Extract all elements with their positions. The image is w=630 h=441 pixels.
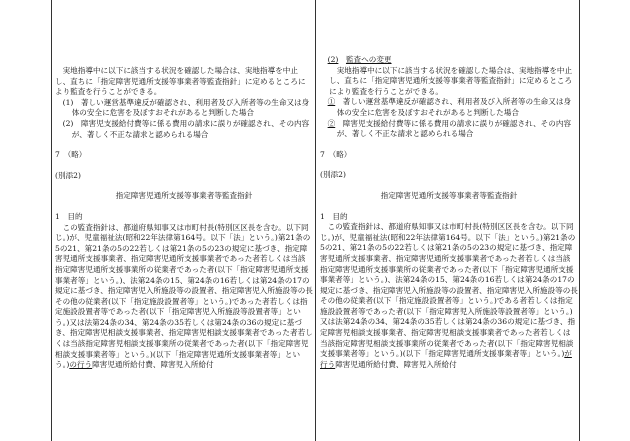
left-gap-2: [55, 161, 313, 171]
right-item-1-number: ①: [327, 97, 336, 107]
right-attachment-label: (別添2): [320, 170, 346, 180]
left-top-paragraph: 実地指導中に以下に該当する状況を確認した場合は、実地指導を中止し、直ちに「指定障害児通所支援等事業者等監査指針」に定めるところにより監査を行うことができる。: [55, 66, 306, 97]
left-section-7: 7 （略）: [55, 150, 87, 160]
right-column: [320, 0, 578, 370]
right-item-2-text: 障害児支援給付費等に係る費用の請求に誤りが確認され、その内容が、著しく不正な請求と認められる場合: [336, 118, 572, 139]
right-item-2-number: ②: [327, 118, 336, 128]
right-top-spacer: [320, 0, 578, 55]
left-purpose-text: この監査指針は、都道府県知事又は市町村長(特別区区長を含む。以下同じ。)が、児童福祉法(昭和22年法律第164号。以下「法」という。)第21条の5の21、第21条の5の22若しくは第21条の5の23の規定に基づき、指定障害児通所支援事業者、指定障害児通所支援事業者であった者若しくは当該指定障害児通所支援事業所の従業者であった者(以下「指定障害児通所支援事業者等」という。)、法第24条の15、第24条の16若しくは第24条の17の規定に基づき、指定障害児入所施設等の設置者、指定障害児入所施設等の長その他の従業者(以下「指定施設設置者等」という。)であった者若しくは指定施設設置者等であった者(以下「指定障害児入所施設等設置者等」という。)又は法第24条の34、第24条の35若しくは第24条の36の規定に基づき、指定障害児相談支援事業者、指定障害児相談支援事業者であった者若しくは当該指定障害児相談支援事業所の従業者であった者(以下「指定障害児相談支援事業者等」という。)(以下「指定障害児通所支援事業者等」という。): [55, 222, 313, 370]
left-item-2: [55, 119, 313, 140]
right-purpose-continuation: 障害児通所給付費、障害児入所給付: [335, 359, 457, 369]
column-divider: [315, 0, 316, 441]
left-gap-4: [55, 202, 313, 212]
left-gap-1: [55, 140, 313, 150]
right-section-1-heading: 1 目的: [320, 211, 348, 221]
left-purpose-continuation: 障害児通所給付費、障害児入所給付: [92, 360, 214, 370]
right-heading-monitoring-change: [320, 55, 578, 66]
left-column: [55, 0, 313, 371]
right-top-paragraph: 実地指導中に以下に該当する状況を確認した場合は、実地指導を中止し、直ちに「指定障害児通所支援等事業者等監査指針」に定めるところにより監査を行うことができる。: [329, 65, 573, 96]
left-gap-3: [55, 181, 313, 191]
left-item-1-number: (1): [62, 97, 74, 107]
right-changed-phrase: が行う: [320, 349, 572, 369]
right-item-1-text: 著しい運営基準違反が確認され、利用者及び入所者等の生命又は身体の安全に危害を及ぼすおそれがあると判断した場合: [336, 97, 572, 117]
right-gap-4: [320, 202, 578, 212]
right-gap-2: [320, 160, 578, 170]
right-gap-1: [320, 140, 578, 150]
left-item-2-text: 障害児支援給付費等に係る費用の請求に誤りが確認され、その内容が、著しく不正な請求と認められる場合: [71, 118, 310, 139]
left-document-title: 指定障害児通所支援等事業者等監査指針: [115, 191, 253, 201]
right-heading-number: (2): [327, 55, 339, 64]
left-item-2-number: (2): [62, 118, 74, 128]
left-purpose-body: [55, 223, 313, 371]
right-heading-text: 監査への変更: [345, 55, 392, 64]
left-section-1-heading: 1 目的: [55, 211, 83, 221]
right-purpose-text: この監査指針は、都道府県知事又は市町村長(特別区区長を含む。以下同じ。)が、児童福祉法(昭和22年法律第164号。以下「法」という。)第21条の5の21、第21条の5の22若しくは第21条の5の23の規定に基づき、指定障害児通所支援事業者、指定障害児通所支援事業者であった者若しくは当該指定障害児通所支援事業所の従業者であった者(以下「指定障害児通所支援事業者等」という。)、法第24条の15、第24条の16若しくは第24条の17の規定に基づき、指定障害児入所施設等の設置者、指定障害児入所施設等の長その他の従業者(以下「指定施設設置者等」という。)である者若しくは指定施設設置者等であった者(以下「指定障害児入所施設等設置者等」という。)又は法第24条の34、第24条の35若しくは第24条の36の規定に基づき、指定障害児相談支援事業者、指定障害児相談支援事業者であった者若しくは当該指定障害児相談支援事業所の従業者であった者(以下「指定障害児相談支援事業者等」という。)(以下「指定障害児通所支援事業者等」という。): [320, 222, 578, 359]
right-purpose-body: [320, 222, 578, 370]
right-item-2: [320, 119, 578, 140]
right-section-7: 7 （略）: [320, 149, 352, 159]
left-attachment-label: (別添2): [55, 170, 81, 180]
right-gap-3: [320, 181, 578, 191]
left-item-1: [55, 98, 313, 119]
left-top-spacer: [55, 0, 313, 66]
left-item-1-text: 著しい運営基準違反が確認され、利用者及び入所者等の生命又は身体の安全に危害を及ぼすおそれがあると判断した場合: [71, 97, 310, 118]
right-item-1: [320, 97, 578, 118]
right-document-title: 指定障害児通所支援等事業者等監査指針: [380, 190, 518, 200]
left-changed-phrase: の行う: [69, 360, 93, 370]
